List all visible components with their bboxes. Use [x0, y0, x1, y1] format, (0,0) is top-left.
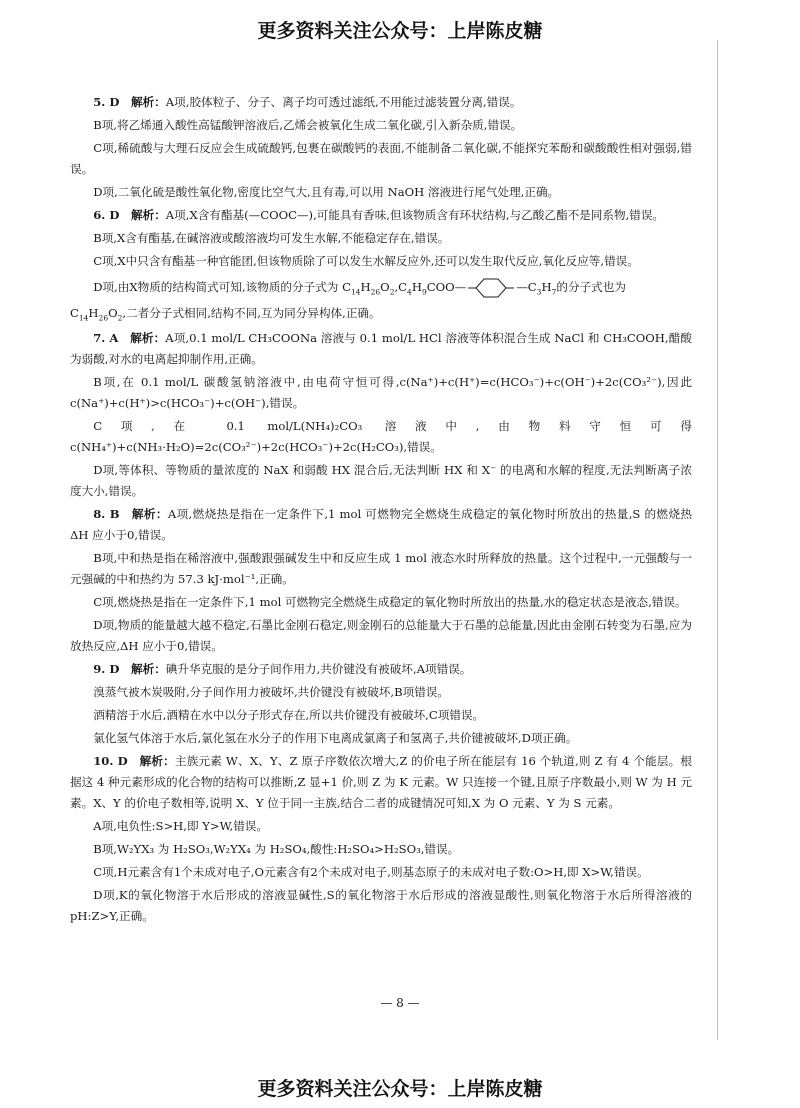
q8-d: D项,物质的能量越大越不稳定,石墨比金刚石稳定,则金刚石的总能量大于石墨的总能量,因此由金刚石转变为石墨,应为放热反应,ΔH 应小于0,错误。 [70, 618, 692, 653]
q10-a: A项,电负性:S>H,即 Y>W,错误。 [93, 819, 268, 833]
page-number: — 8 — [380, 996, 420, 1010]
q7-c: C项,在 0.1 mol/L(NH₄)₂CO₃ 溶液中,由物料守恒可得 c(NH₄⁺)+c(NH₃·H₂O)=2c(CO₃²⁻)+2c(HCO₃⁻)+2c(H₂CO₃),错误。 [70, 419, 692, 454]
q10-d: D项,K的氧化物溶于水后形成的溶液显碱性,S的氧化物溶于水后形成的溶液显酸性,则氧化物溶于水后所得溶液的 pH:Z>Y,正确。 [70, 888, 692, 923]
q5-c: C项,稀硫酸与大理石反应会生成硫酸钙,包裹在碳酸钙的表面,不能制备二氧化碳,不能探究苯酚和碳酸酸性相对强弱,错误。 [70, 141, 692, 176]
answer-content [70, 92, 692, 929]
q5-a: 5. D 解析：A项,胶体粒子、分子、离子均可透过滤纸,不用能过滤装置分离,错误。 [93, 95, 522, 109]
q10-c: C项,H元素含有1个未成对电子,O元素含有2个未成对电子,则基态原子的未成对电子数:O>H,即 X>W,错误。 [93, 865, 649, 879]
page-edge-line [717, 40, 718, 1040]
q5-d: D项,二氧化硫是酸性氧化物,密度比空气大,且有毒,可以用 NaOH 溶液进行尾气处理,正确。 [93, 185, 560, 199]
q9-a: 9. D 解析：碘升华克服的是分子间作用力,共价键没有被破坏,A项错误。 [93, 662, 472, 676]
q10-b: B项,W₂YX₃ 为 H₂SO₃,W₂YX₄ 为 H₂SO₄,酸性:H₂SO₄>H₂SO₃,错误。 [93, 842, 460, 856]
top-banner: 更多资料关注公众号：上岸陈皮糖 [257, 20, 543, 42]
q6-c: C项,X中只含有酯基一种官能团,但该物质除了可以发生水解反应外,还可以发生取代反应,氧化反应等,错误。 [93, 254, 639, 268]
cyclohexane-ring-icon [468, 277, 514, 299]
q8-c: C项,燃烧热是指在一定条件下,1 mol 可燃物完全燃烧生成稳定的氧化物时所放出的热量,水的稳定状态是液态,错误。 [93, 595, 687, 609]
q9-d: 氯化氢气体溶于水后,氯化氢在水分子的作用下电离成氯离子和氢离子,共价键被破坏,D项正确。 [93, 731, 578, 745]
q5-b: B项,将乙烯通入酸性高锰酸钾溶液后,乙烯会被氧化生成二氧化碳,引入新杂质,错误。 [93, 118, 523, 132]
q7-d: D项,等体积、等物质的量浓度的 NaX 和弱酸 HX 混合后,无法判断 HX 和 X⁻ 的电离和水解的程度,无法判断离子浓度大小,错误。 [70, 463, 692, 498]
q8-b: B项,中和热是指在稀溶液中,强酸跟强碱发生中和反应生成 1 mol 液态水时所释放的热量。这个过程中,一元强酸与一元强碱的中和热约为 57.3 kJ·mol⁻¹,正确。 [70, 551, 692, 586]
q6-a: 6. D 解析：A项,X含有酯基(—COOC—),可能具有香味,但该物质含有环状结构,与乙酸乙酯不是同系物,错误。 [93, 208, 665, 222]
q7-b: B项,在 0.1 mol/L 碳酸氢钠溶液中,由电荷守恒可得,c(Na⁺)+c(H⁺)=c(HCO₃⁻)+c(OH⁻)+2c(CO₃²⁻),因此 c(Na⁺)+c(H⁺)>c(HCO₃⁻)+c(OH⁻),错误。 [70, 375, 692, 410]
q9-c: 酒精溶于水后,酒精在水中以分子形式存在,所以共价键没有被破坏,C项错误。 [93, 708, 485, 722]
bottom-banner: 更多资料关注公众号：上岸陈皮糖 [257, 1078, 543, 1100]
q9-b: 溴蒸气被木炭吸附,分子间作用力被破坏,共价键没有被破坏,B项错误。 [93, 685, 449, 699]
q6-d: D项,由X物质的结构简式可知,该物质的分子式为 $C_{14}H_{26}O_2,C_4H_9COO—$ $—C_3H_7$的分子式也为 $C_{14}H_{26}O_2$,二者分子式相同,结构不同,互为同分异构体,正确。 [70, 274, 692, 326]
q7-a: 7. A 解析：A项,0.1 mol/L CH₃COONa 溶液与 0.1 mol/L HCl 溶液等体积混合生成 NaCl 和 CH₃COOH,醋酸为弱酸,对水的电离起抑制作用,正确。 [70, 331, 692, 366]
q10-intro: 10. D 解析：主族元素 W、X、Y、Z 原子序数依次增大,Z 的价电子所在能层有 16 个轨道,则 Z 有 4 个能层。根据这 4 种元素形成的化合物的结构可以推断,Z 显+1 价,则 Z 为 K 元素。W 只连接一个键,且原子序数最小,则 W 为 H 元素。X、Y 的价电子数相等,说明 X、Y 位于同一主族,结合二者的成键情况可知,X 为 O 元素、Y 为 S 元素。 [70, 754, 692, 810]
q6-b: B项,X含有酯基,在碱溶液或酸溶液均可发生水解,不能稳定存在,错误。 [93, 231, 450, 245]
q8-a: 8. B 解析：A项,燃烧热是指在一定条件下,1 mol 可燃物完全燃烧生成稳定的氧化物时所放出的热量,S 的燃烧热 ΔH 应小于0,错误。 [70, 507, 692, 542]
